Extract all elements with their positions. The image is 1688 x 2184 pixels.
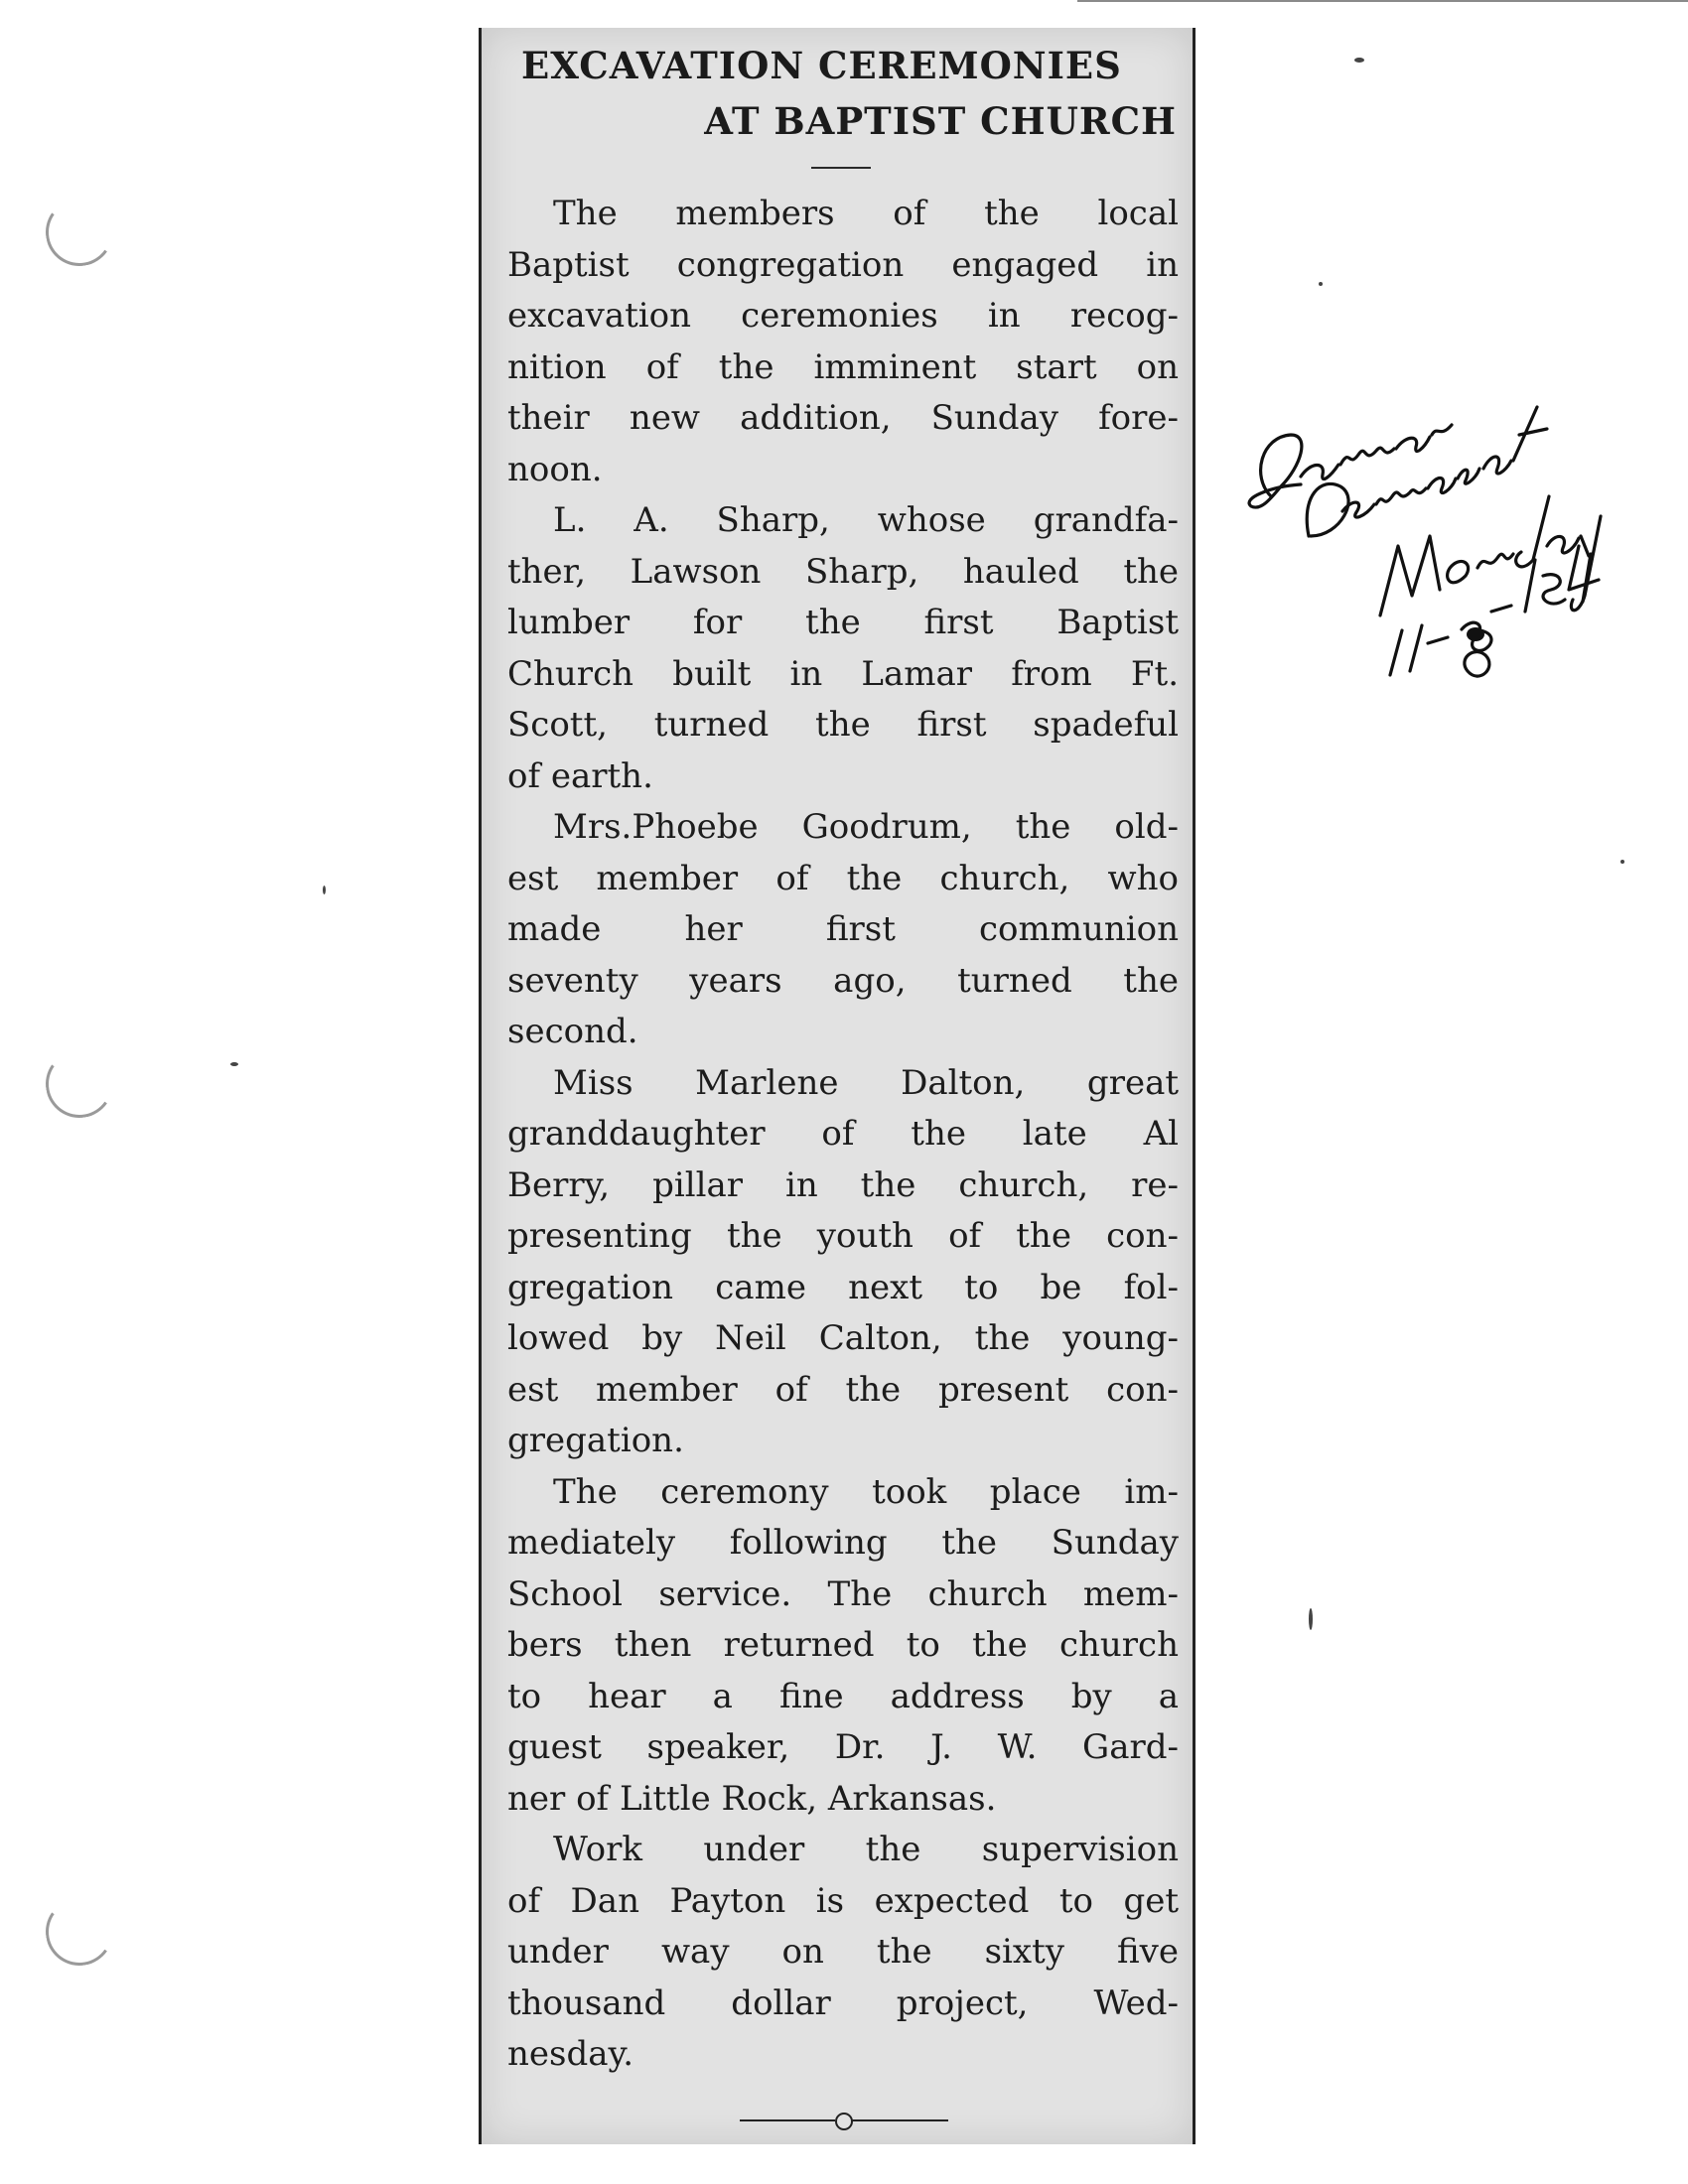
article-line: made her first communion <box>507 909 1179 949</box>
article-line: Work under the supervision <box>553 1830 1179 1869</box>
article-line: Baptist congregation engaged in <box>507 244 1179 285</box>
article-line: to hear a fine address by a <box>507 1676 1179 1716</box>
article-line: of Dan Payton is expected to get <box>507 1880 1179 1921</box>
punch-hole-middle <box>41 1045 119 1124</box>
speck <box>323 886 326 894</box>
punch-hole-top <box>41 194 119 272</box>
speck <box>1309 1608 1313 1630</box>
article-line: bers then returned to the church <box>507 1625 1179 1665</box>
headline-line-2: AT BAPTIST CHURCH <box>704 99 1177 143</box>
article-line: their new addition, Sunday fore- <box>507 398 1179 438</box>
article-line: mediately following the Sunday <box>507 1523 1179 1563</box>
article-line: School service. The church mem- <box>507 1573 1179 1614</box>
paragraph-1 <box>507 189 1179 495</box>
article-line: Church built in Lamar from Ft. <box>507 653 1179 694</box>
page-top-edge <box>1077 0 1688 2</box>
article-line: gregation came next to be fol- <box>507 1267 1179 1307</box>
paragraph-4 <box>507 1058 1179 1467</box>
article-line: second. <box>507 1012 638 1051</box>
paragraph-5 <box>507 1467 1179 1826</box>
article-line: Miss Marlene Dalton, great <box>553 1062 1179 1103</box>
article-body <box>507 189 1179 2081</box>
article-line: excavation ceremonies in recog- <box>507 296 1179 336</box>
article-line: under way on the sixty five <box>507 1932 1179 1972</box>
article-line: The ceremony took place im- <box>553 1471 1179 1512</box>
article-line: L. A. Sharp, whose grandfa- <box>553 500 1179 540</box>
article-line: nition of the imminent start on <box>507 346 1179 387</box>
headline-divider <box>811 167 871 169</box>
article-line: ther, Lawson Sharp, hauled the <box>507 551 1179 592</box>
article-line: The members of the local <box>553 194 1179 233</box>
speck <box>1319 282 1323 286</box>
article-line: thousand dollar project, Wed- <box>507 1982 1179 2023</box>
article-line: presenting the youth of the con- <box>507 1216 1179 1256</box>
article-line: Scott, turned the first spadeful <box>507 705 1179 745</box>
article-line: est member of the church, who <box>507 858 1179 898</box>
article-line: granddaughter of the late Al <box>507 1114 1179 1154</box>
article-line: Mrs.Phoebe Goodrum, the old- <box>553 807 1179 847</box>
article-line: guest speaker, Dr. J. W. Gard- <box>507 1727 1179 1767</box>
article-line: gregation. <box>507 1421 684 1460</box>
article-line: noon. <box>507 449 603 489</box>
end-of-article-ornament <box>740 2113 948 2128</box>
article-line: lumber for the first Baptist <box>507 603 1179 642</box>
article-line: nesday. <box>507 2034 634 2074</box>
paragraph-3 <box>507 802 1179 1058</box>
speck <box>1620 860 1624 864</box>
handwritten-source-note <box>1231 377 1668 695</box>
article-line: of earth. <box>507 755 653 796</box>
newspaper-clipping <box>479 28 1196 2144</box>
article-line: seventy years ago, turned the <box>507 960 1179 1001</box>
punch-hole-bottom <box>41 1893 119 1972</box>
article-line: est member of the present con- <box>507 1369 1179 1410</box>
article-headline <box>521 38 1177 149</box>
article-line: ner of Little Rock, Arkansas. <box>507 1778 997 1819</box>
article-line: Berry, pillar in the church, re- <box>507 1164 1179 1205</box>
speck <box>1354 58 1364 63</box>
article-line: lowed by Neil Calton, the young- <box>507 1318 1179 1358</box>
paragraph-6 <box>507 1825 1179 2081</box>
speck <box>230 1062 238 1066</box>
paragraph-2 <box>507 495 1179 802</box>
headline-line-1: EXCAVATION CEREMONIES <box>521 44 1122 87</box>
